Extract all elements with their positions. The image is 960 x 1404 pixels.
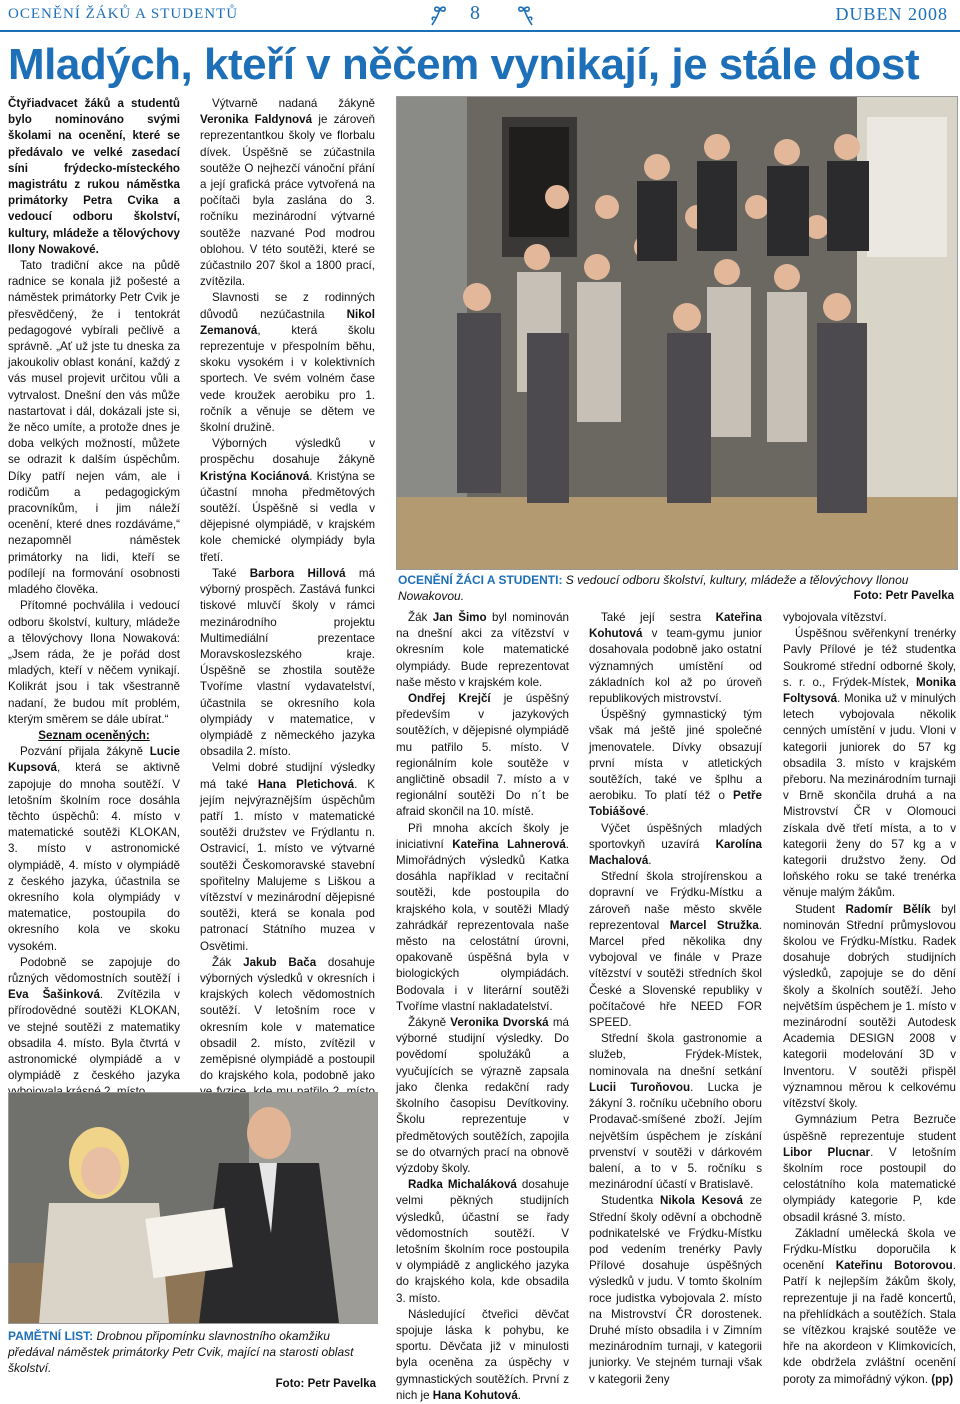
ceremony-photo-caption	[8, 1328, 376, 1392]
section-title: OCENĚNÍ ŽÁKŮ A STUDENTŮ	[8, 6, 239, 22]
paragraph: Žákyně Veronika Dvorská má výborné studijní výsledky. Do povědomí spolužáků a vyučujících se výrazně zapsala jako členka redakční rady školního časopisu Devítkoviny. Školu reprezentuje v předmětových soutěžích, zapojila se do otvarných prací na obnově výzdoby školy.	[396, 1016, 570, 1175]
student-name: Eva Šašinková	[8, 988, 100, 1002]
student-name: Marcel Stružka	[669, 918, 759, 932]
student-name: Nikol Zemanová	[200, 307, 375, 337]
photo-credit: Foto: Petr Pavelka	[853, 590, 954, 602]
article-column-1	[8, 96, 180, 1101]
student-name: Radka Michaláková	[408, 1178, 517, 1192]
paragraph: Základní umělecká škola ve Frýdku-Místku doporučila k ocenění Kateřinu Botorovou. Patří k nejlepším žákům školy, reprezentuje ji na řadě koncertů, na přehlídkách a soutěžích. Stala se vítězkou krajské soutěže ve hře na akordeon v Klimkovicích, kde obdržela zvláštní ocenění poroty za mimořádný výkon. (pp)	[783, 1226, 956, 1386]
group-photo-caption	[398, 572, 954, 604]
paragraph: Také její sestra Kateřina Kohutová v team-gymu junior dosahovala podobně jako ostatní významných umístění od základních kol až po úroveň republikových mistrovství.	[589, 611, 762, 706]
paragraph: Slavnosti se z rodinných důvodů nezúčastnila Nikol Zemanová, která školu reprezentuje v přespolním běhu, skoku vysokém i v kolektivních sportech. Ve svém volném čase vede kroužek aerobiku pro 1. ročník a věnuje se dětem ve školní družině.	[200, 291, 375, 435]
article-headline: Mladých, kteří v něčem vynikají, je stále dost	[8, 40, 920, 89]
paragraph: Výborných výsledků v prospěchu dosahuje žákyně Kristýna Kociánová. Kristýna se účastní mnoha předmětových soutěží. Úspěšně si vedla v dějepisné olympiádě, v krajském kole chemické olympiády byla třetí.	[200, 437, 375, 564]
paragraph: Výtvarně nadaná žákyně Veronika Faldynová je zároveň reprezentantkou školy ve florbalu dívek. Úspěšně se zúčastnila soutěže O nejhezčí vánoční přání a její grafická práce vytvořená na počítači byla zaslána do 3. ročníku mezinárodní výtvarné soutěže nazvané Pod modrou oblohou. V této soutěži, které se zúčastnilo 207 škol a 1800 prací, zvítězila.	[200, 97, 375, 289]
paragraph: Podobně se zapojuje do různých vědomostních soutěží i Eva Šašinková. Zvítězila v přírodovědné soutěži KLOKAN, ve stejné soutěži z matematiky obsadila 4. místo. Byla čtvrtá v astronomické olympiádě a v olympiádě z českého jazyka	[8, 955, 180, 1083]
paragraph: Studentka Nikola Kesová ze Střední školy oděvní a obchodně podnikatelské ve Frýdku-Místku pod vedením trenérky Pavly Přílové dosahuje úspěšných výsledků v judu. V tomto školním roce judistka vybojovala 2. místo na Mistrovství ČR dorostenek. Druhé místo obsadila i v Zimním mezinárodním turnaji, v kategorii juniorky. Ve stejném turnaji však v kategorii ženy	[589, 1194, 762, 1386]
paragraph: Střední škola gastronomie a služeb, Frýdek-Místek, nominovala na dnešní setkání Lucii Turoňovou. Lucka je žákyní 3. ročníku učebního oboru Prodavač-smíšené zboží. Jejím největším úspěchem je získání prvenství v soutěži v dárkovém balení, a to v 5. ročníku s mezinárodní účastí v Bratislavě.	[589, 1032, 762, 1192]
paragraph: Přítomné pochválila i vedoucí odboru školství, kultury, mládeže a tělovýchovy Ilona Nowaková: „Jsem ráda, že je pořád dost mladých, kteří v něčem vynikají. Kolikrát jsou i tak všestranně nadaní, že budou mít problém, kterým směrem se dále ubírat.“	[8, 599, 180, 726]
student-name: Nikola Kesová	[660, 1194, 743, 1208]
student-name: Radomír Bělík	[845, 902, 931, 916]
paragraph: Také Barbora Hillová má výborný prospěch. Zastává funkci tiskové mluvčí školy v rámci mezinárodního projektu Multimediální prezentace Moravskoslezského kraje. Úspěšně se zhostila soutěže Tvoříme vlastní vydavatelství, účastnila se okresního kola olympiády v matematice, v olympiádě z německého jazyka obsadila 2. místo.	[200, 566, 375, 759]
list-heading: Seznam oceněných:	[38, 728, 150, 742]
article-column-2	[200, 96, 375, 1133]
paragraph: Gymnázium Petra Bezruče úspěšně reprezentuje student Libor Plucnar. V letošním školním roce postoupil do celostátního kola matematické olympiády kategorie P, kde obsadil krásné 3. místo.	[783, 1113, 956, 1224]
header-divider	[0, 30, 960, 32]
photo-credit: Foto: Petr Pavelka	[275, 1378, 376, 1390]
student-name: Veronika Dvorská	[450, 1016, 549, 1030]
paragraph: Úspěšný gymnastický tým však má ještě jiné společné jmenovatele. Dívky obsazují první místa v atletických soutěžích, také ve šplhu a aerobiku. To platí též o Petře Tobiášové.	[589, 708, 762, 819]
paragraph: Radka Michaláková dosahuje velmi pěkných studijních výsledků, účastní se řady vědomostních soutěží. V letošním školním roce postoupila v olympiádě z anglického jazyka do krajského kola, kde obsadila 3. místo.	[396, 1178, 569, 1305]
group-photo-image	[397, 97, 957, 569]
caption-label: OCENĚNÍ ŽÁCI A STUDENTI:	[398, 573, 563, 587]
student-name: Barbora Hillová	[249, 566, 346, 580]
student-name: Hana Pletichová	[257, 777, 355, 791]
ceremony-photo	[8, 1092, 378, 1324]
student-name: Hana Kohutová	[432, 1388, 518, 1402]
caption-label: PAMĚTNÍ LIST:	[8, 1329, 94, 1343]
paragraph: vybojovala vítězství.	[783, 611, 887, 624]
student-name: Kateřinu Botorovou	[835, 1259, 953, 1273]
paragraph: Střední škola strojírenskou a dopravní ve Frýdku-Místku a zároveň naše město skvěle reprezentoval Marcel Stružka. Marcel před několika dny vybojoval ve finále v Praze vítězství v soutěži středních škol České a Slovenské republiky v počítačové hře NEED FOR SPEED.	[589, 870, 762, 1030]
paragraph: Úspěšnou svěřenkyní trenérky Pavly Přílové je též studentka Soukromé střední odborné školy, s. r. o., Frýdek-Místek, Monika Foltysová. Monika už v minulých letech vybojovala několik cenných umístění v judu. Vloni v kategorii juniorek do 57 kg obsadila 3. místo v krajském přeboru. Na mezinárodním turnaji v Brně skončila druhá a na Mistrovství ČR v Olomouci získala dvě třetí místa, a to v kategorii ženy do 57 kg a v kategorii družstvo ženy. Od loňského roku se také trenérka věnuje malým žákům.	[783, 627, 956, 900]
paragraph: Žák Jan Šimo byl nominován na dnešní akci za vítězství v okresním kole matematické olympiády. Bude reprezentovat naše město v krajském kole.	[396, 611, 569, 689]
lead-paragraph: Čtyřiadvacet žáků a studentů bylo nominováno svými školami na ocenění, které se předávalo ve velké zasedací síni frýdecko-místeckého magistrátu z rukou náměstka primátorky Petra Cvika a vedoucí odboru školství, kultury, mládeže a tělovýchovy Ilony Nowakové.	[8, 97, 180, 256]
student-name: Kateřina Lahnerová	[452, 837, 566, 851]
student-name: Kristýna Kociánová	[200, 469, 310, 483]
page-header	[0, 0, 960, 32]
flower-ornament-icon	[428, 3, 452, 27]
paragraph: Pozvání přijala žákyně Lucie Kupsová, která se aktivně zapojuje do mnoha soutěží. V letošním školním roce dosáhla těchto úspěchů: 4. místo v matematické soutěži KLOKAN, 3. místo v astronomické olympiádě, 4. místo v olympiádě z českého jazyka, účastnila se okresního kola olympiády v matematice, postoupila do okresního kola ve skoku vysokém.	[8, 745, 180, 953]
student-name: Libor Plucnar	[783, 1145, 871, 1159]
student-name: Jakub Bača	[243, 955, 317, 969]
student-name: Monika Foltysová	[783, 675, 956, 706]
student-name: Ondřej Krejčí	[408, 692, 491, 706]
student-name: Lucii Turoňovou	[589, 1080, 691, 1094]
article-column-3	[396, 610, 569, 1404]
paragraph: Velmi dobré studijní výsledky má také Hana Pletichová. K jejím nejvýraznějším úspěchům patří 1. místo v matematické soutěži družstev ve Frýdlantu n. Ostravicí, 1. místo ve výtvarné soutěži Českomoravské stavební spořitelny Malujeme s Liškou a vítězství v mezinárodní dějepisné soutěži, která se konala pod patronací Státního muzea v Osvětimi.	[200, 761, 375, 953]
article-column-4	[589, 610, 762, 1388]
paragraph: Ondřej Krejčí je úspěšný především v jazykových soutěžích, v dějepisné olympiádě mu patřilo 5. místo. V regionálním kole soutěže v angličtině obsadil 7. místo a v regionální soutěži Do n´t be afraid skončil na 10. místě.	[396, 692, 569, 819]
flower-ornament-icon	[512, 3, 536, 27]
caption-text: S vedoucí odboru školství, kultury, mládeže a tělovýchovy Ilonou Nowakovou.	[398, 573, 909, 603]
student-name: Petře Tobiášové	[589, 789, 762, 819]
student-name: Kateřina Kohutová	[589, 611, 762, 641]
issue-date: DUBEN 2008	[835, 4, 948, 24]
paragraph: Žák Jakub Bača dosahuje výborných výsledků v okresních i krajských kolech vědomostních soutěží. V letošním roce v okresním kole v matematice obsadil 2. místo, zvítězil v zeměpisné olympiádě a postoupil do krajského kola, podobně jako	[200, 955, 375, 1083]
student-name: Veronika Faldynová	[200, 113, 313, 127]
group-photo	[396, 96, 958, 570]
student-name: Karolína Machalová	[589, 837, 762, 868]
paragraph: Při mnoha akcích školy je iniciativní Kateřina Lahnerová. Mimořádných výsledků Katka dosáhla například v recitační soutěži, kde postoupila do krajského kola, v soutěži Mladý zahrádkář reprezentovala naše město na celostátní úrovni, opakovaně úspěšná byla v biologických olympiádách. Bodovala i v literární soutěži Tvoříme vlastní nakladatelství.	[396, 821, 570, 1013]
student-name: Lucie Kupsová	[8, 745, 180, 775]
author-signature: (pp)	[931, 1372, 954, 1386]
ceremony-photo-image	[9, 1093, 377, 1323]
paragraph: Následující čtveřici děvčat spojuje láska k pohybu, ke sportu. Děvčata již v minulosti byla oceněna za úspěchy v gymnastických soutěžích. První z nich je Hana Kohutová.	[396, 1307, 569, 1402]
page-number: 8	[470, 2, 480, 24]
paragraph: Tato tradiční akce na půdě radnice se konala již pošesté a náměstek primátorky Petr Cvik je přesvědčený, že i tentokrát pedagogové vybírali pečlivě a správně. „Ať už jste tu dneska za jakoukoliv oblast konání, každý z vás musel projevit určitou vůli a vytrvalost. Dnešní den vás může nastartovat i dál, dokázali jste si, že něco umíte, a protože dnes je doba velkých možností, můžete se odrazit k dalším úspěchům. Díky patří nejen vám, ale i rodičům a pedagogickým pracovníkům, i jim náleží ocenění, které dnes rozdáváme,“ nezapomněl náměstek primátorky na lidi, kteří se podílejí na formování osobnosti mladého člověka.	[8, 259, 180, 597]
student-name: Jan Šimo	[432, 611, 487, 624]
caption-text: Drobnou připomínku slavnostního okamžiku předával náměstek primátorky Petr Cvik, mající na starosti oblast školství.	[8, 1329, 354, 1375]
article-column-5	[783, 610, 956, 1388]
paragraph: Výčet úspěšných mladých sportovkyň uzavírá Karolína Machalová.	[589, 821, 762, 868]
paragraph: Student Radomír Bělík byl nominován Střední průmyslovou školou ve Frýdku-Místku. Radek dosahuje dobrých studijních výsledků, zapojuje se do dění školy a školních soutěží. Jeho největším úspěchem je 1. místo v mezinárodní soutěži Autodesk Academia DESIGN 2008 v kategorii modelování 3D v Inventoru. V soutěži přispěl významnou měrou k celkovému vítězství školy.	[783, 902, 956, 1111]
